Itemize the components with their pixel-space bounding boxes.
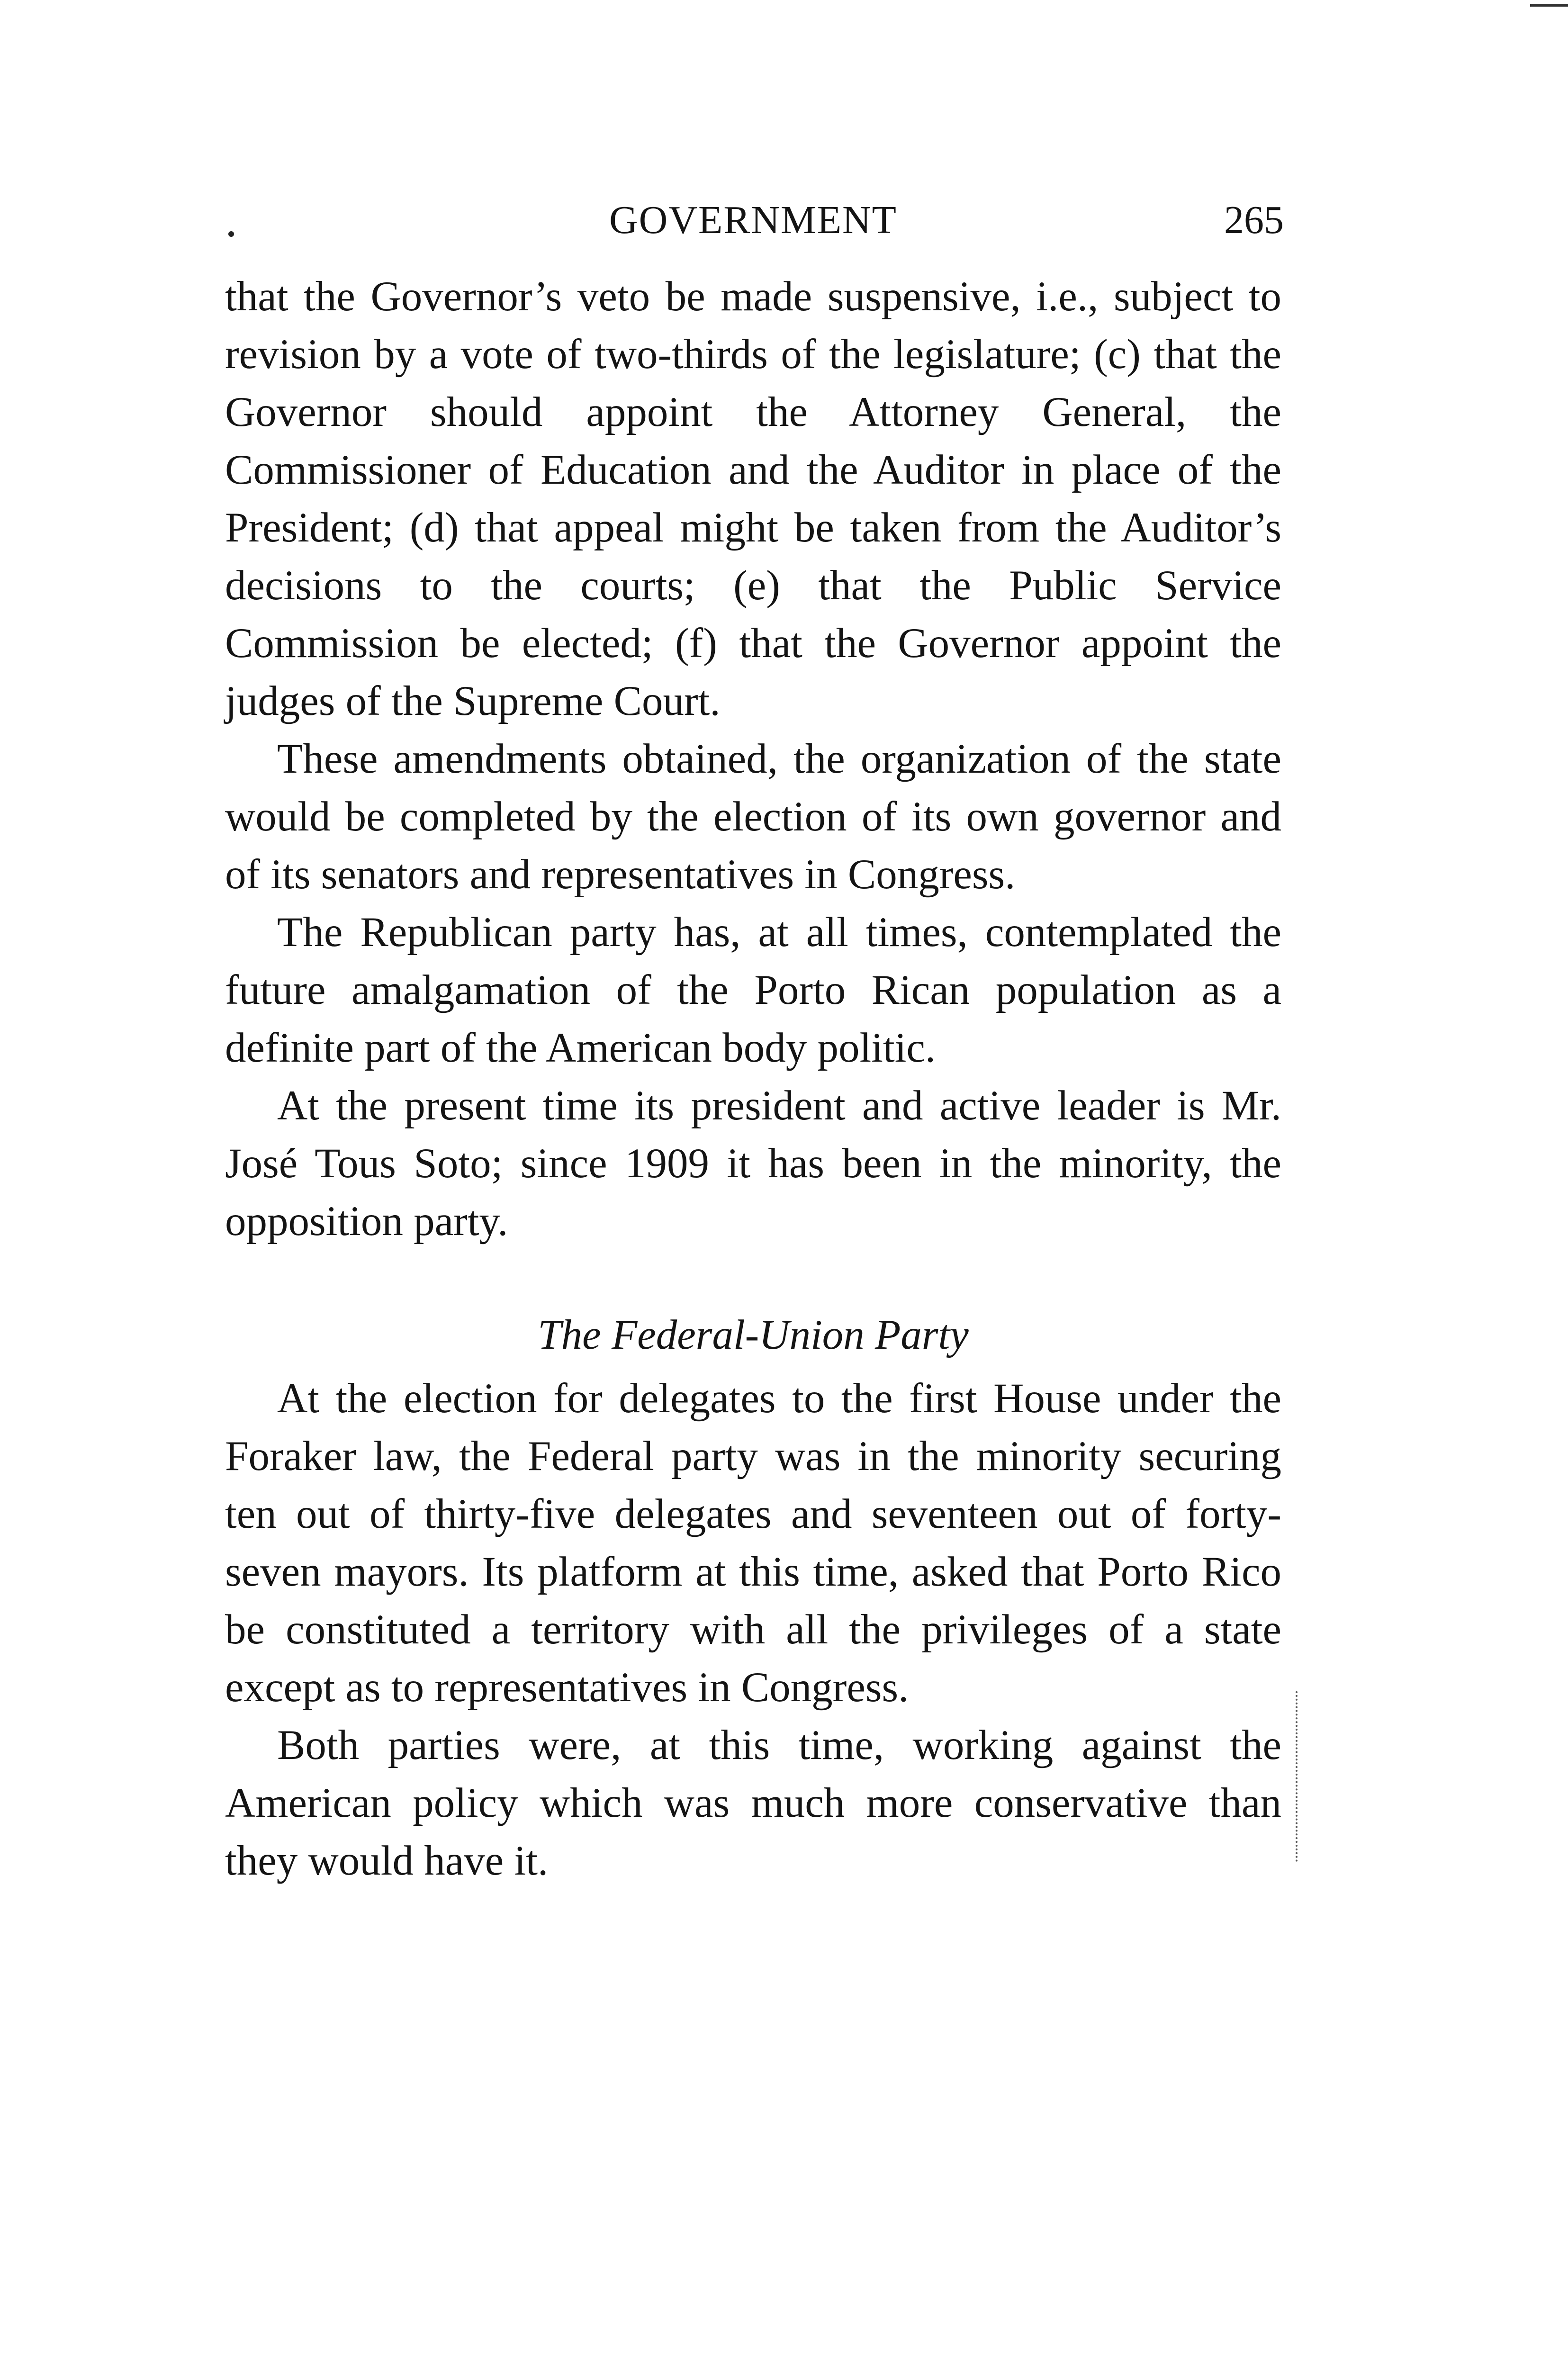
body-text (225, 268, 1281, 1890)
paragraph-present-leader: At the present time its president and active leader is Mr. José Tous Soto; since 1909 it has been in the minority, the opposition party. (225, 1082, 1281, 1245)
running-head (223, 194, 1284, 246)
paragraph-federal-election: At the election for delegates to the first House under the Foraker law, the Federal party was in the minority securing ten out of thirty-five delegates and seventeen out of forty-seven mayors. Its platform at this time, asked that Porto Rico be constituted a territory with all the privileges of a state except as to representatives in Congress. (225, 1375, 1281, 1711)
scan-corner-mark (1530, 4, 1568, 7)
running-head-title: GOVERNMENT (609, 198, 897, 242)
paragraph-both-parties: Both parties were, at this time, working against the American policy which was much more conservative than they would have it. (225, 1722, 1281, 1884)
paragraph-amendments-obtained: These amendments obtained, the organization of the state would be completed by the election of its own governor and of its senators and representatives in Congress. (225, 736, 1281, 898)
paragraph-continued-amendments: that the Governor’s veto be made suspensive, i.e., subject to revision by a vote of two-thirds of the legislature; (c) that the Governor should appoint the Attorney General, the Commissioner of Education and the Auditor in place of the President; (d) that appeal might be taken from the Auditor’s decisions to the courts; (e) that the Public Service Commission be elected; (f) that the Governor appoint the judges of the Supreme Court. (225, 273, 1281, 724)
section-heading: The Federal-Union Party (538, 1312, 969, 1358)
margin-pencil-marks (1296, 1691, 1307, 1862)
stray-dot-mark (228, 231, 234, 237)
page-number: 265 (1224, 198, 1284, 242)
paragraph-republican-party: The Republican party has, at all times, contemplated the future amalgamation of the Porto Rican population as a definite part of the American body politic. (225, 909, 1281, 1071)
